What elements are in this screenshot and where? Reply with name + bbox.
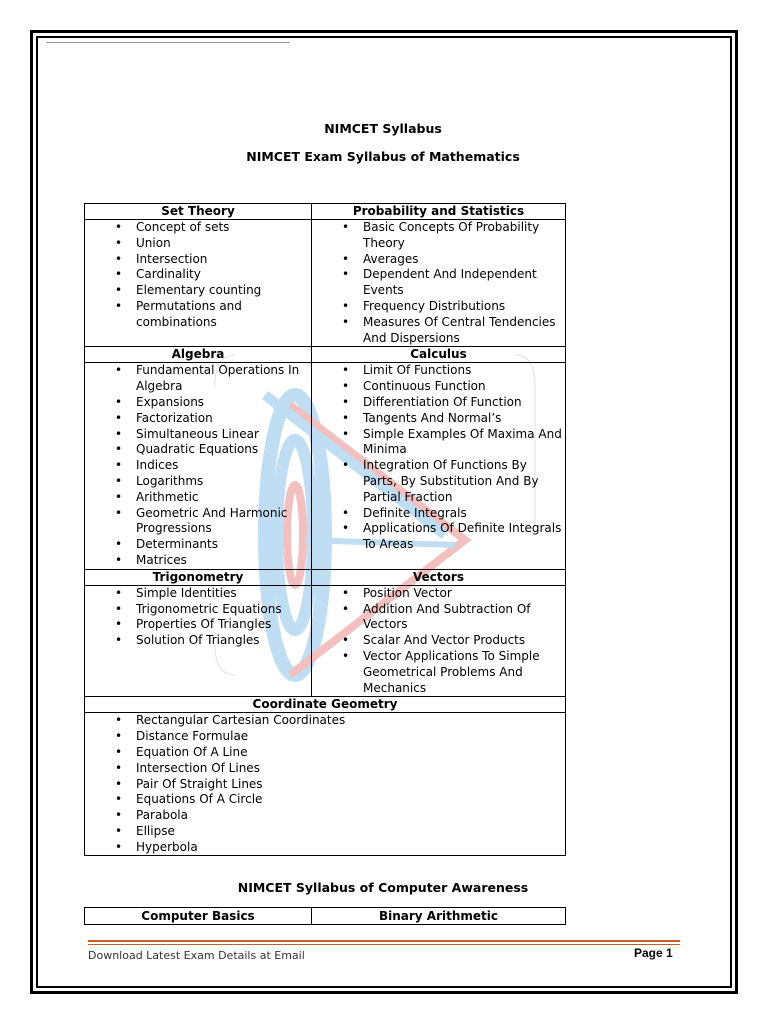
list-item: • Trigonometric Equations [85,602,311,618]
list-item: • Simultaneous Linear [85,427,311,443]
list-item: • Ellipse [85,824,565,840]
footer-rule [88,940,680,942]
page-number: Page 1 [634,946,673,960]
list-item: • Measures Of Central Tendencies And Dispersions [312,315,565,347]
list-item: • Geometric And Harmonic Progressions [85,506,311,538]
list-item: • Addition And Subtraction Of Vectors [312,602,565,634]
list-item: • Dependent And Independent Events [312,267,565,299]
list-item: • Differentiation Of Function [312,395,565,411]
list-item: • Quadratic Equations [85,442,311,458]
list-item: • Definite Integrals [312,506,565,522]
trigonometry-cell [85,585,312,697]
list-item: • Parabola [85,808,565,824]
computer-section-title: NIMCET Syllabus of Computer Awareness [237,880,529,895]
header-rule [46,42,290,43]
list-item: • Arithmetic [85,490,311,506]
list-item: • Matrices [85,553,311,569]
list-item: • Averages [312,252,565,268]
list-item: • Simple Examples Of Maxima And Minima [312,427,565,459]
list-item: • Union [85,236,311,252]
coordinate-geometry-cell [85,713,566,856]
list-item: • Applications Of Definite Integrals To Areas [312,521,565,553]
calculus-cell [312,363,566,569]
coordinate-geometry-header: Coordinate Geometry [85,697,566,713]
algebra-cell [85,363,312,569]
vectors-cell [312,585,566,697]
list-item: • Determinants [85,537,311,553]
footer-rule-thin [88,944,680,945]
list-item: • Concept of sets [85,220,311,236]
list-item: • Intersection Of Lines [85,761,565,777]
set-theory-cell [85,220,312,347]
vectors-header: Vectors [312,569,566,585]
list-item: • Solution Of Triangles [85,633,311,649]
list-item: • Logarithms [85,474,311,490]
computer-basics-header: Computer Basics [85,908,312,925]
list-item: • Rectangular Cartesian Coordinates [85,713,565,729]
binary-arithmetic-header: Binary Arithmetic [312,908,566,925]
list-item: • Factorization [85,411,311,427]
list-item: • Equations Of A Circle [85,792,565,808]
math-section-title: NIMCET Exam Syllabus of Mathematics [246,149,520,164]
list-item: • Intersection [85,252,311,268]
trigonometry-header: Trigonometry [85,569,312,585]
list-item: • Hyperbola [85,840,565,856]
list-item: • Permutations and combinations [85,299,311,331]
list-item: • Cardinality [85,267,311,283]
list-item: • Properties Of Triangles [85,617,311,633]
probability-cell [312,220,566,347]
list-item: • Expansions [85,395,311,411]
math-syllabus-table [84,203,566,856]
set-theory-header: Set Theory [85,204,312,220]
list-item: • Position Vector [312,586,565,602]
list-item: • Limit Of Functions [312,363,565,379]
list-item: • Distance Formulae [85,729,565,745]
list-item: • Tangents And Normal’s [312,411,565,427]
page-title: NIMCET Syllabus [324,121,442,136]
list-item: • Continuous Function [312,379,565,395]
list-item: • Basic Concepts Of Probability Theory [312,220,565,252]
list-item: • Equation Of A Line [85,745,565,761]
list-item: • Frequency Distributions [312,299,565,315]
list-item: • Scalar And Vector Products [312,633,565,649]
computer-syllabus-table [84,907,566,925]
probability-header: Probability and Statistics [312,204,566,220]
list-item: • Vector Applications To Simple Geometrical Problems And Mechanics [312,649,565,696]
list-item: • Indices [85,458,311,474]
list-item: • Integration Of Functions By Parts, By Substitution And By Partial Fraction [312,458,565,505]
list-item: • Fundamental Operations In Algebra [85,363,311,395]
calculus-header: Calculus [312,347,566,363]
footer-text [88,948,338,962]
footer-text-content: Download Latest Exam Details at Email [88,949,305,962]
list-item: • Pair Of Straight Lines [85,777,565,793]
list-item: • Elementary counting [85,283,311,299]
list-item: • Simple Identities [85,586,311,602]
algebra-header: Algebra [85,347,312,363]
